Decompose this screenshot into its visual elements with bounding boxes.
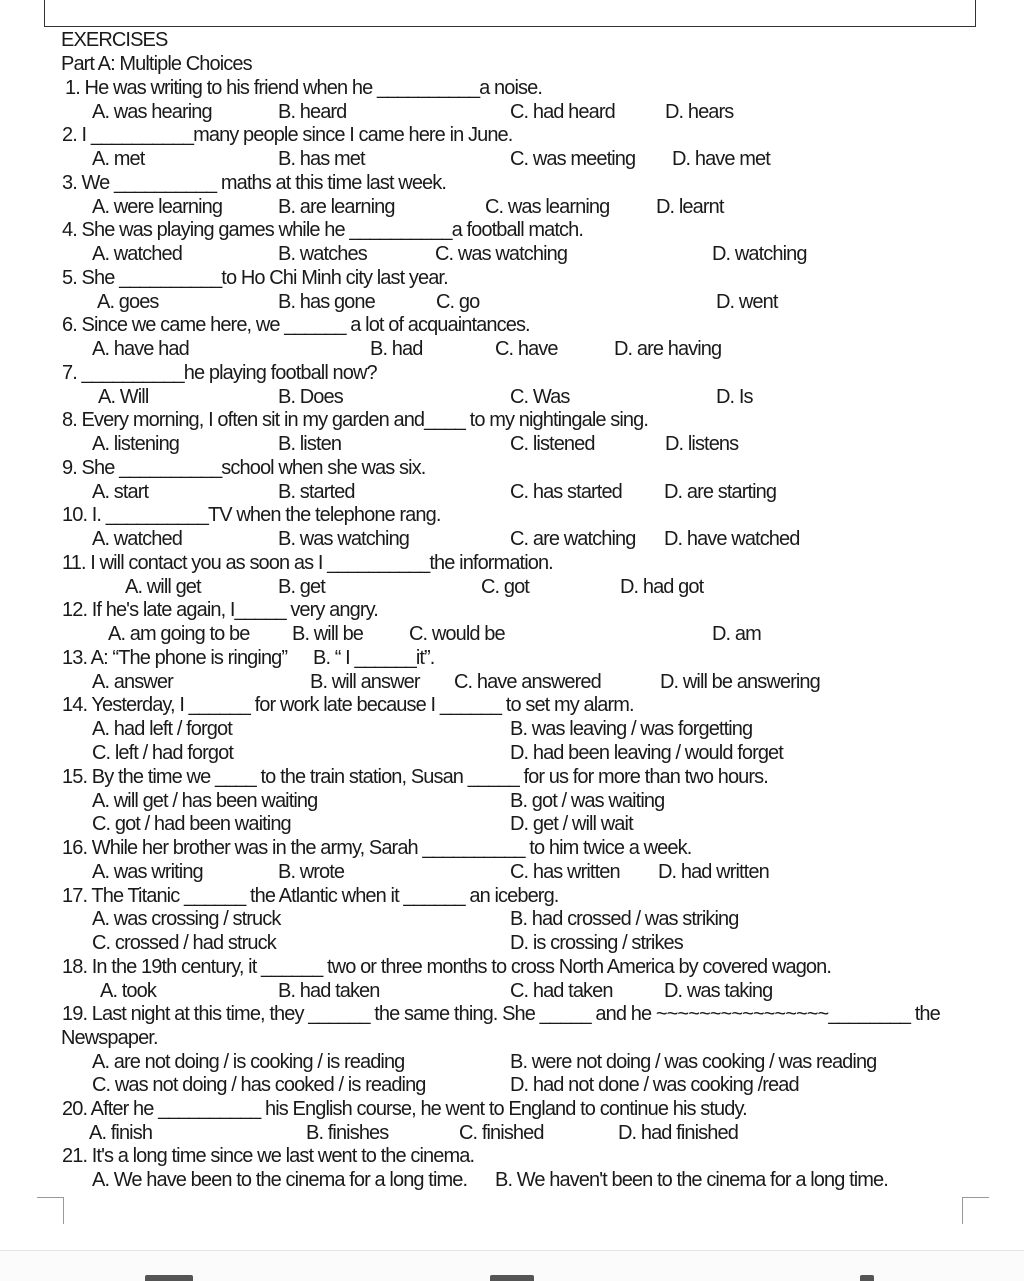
answer-option: D. listens — [665, 433, 739, 455]
answer-option: C. was watching — [435, 243, 568, 265]
answer-option: D. are having — [614, 338, 722, 360]
answer-option: C. has started — [510, 481, 622, 503]
answer-option: D. is crossing / strikes — [510, 932, 683, 954]
answer-option: C. has written — [510, 861, 620, 883]
viewer-bottom-bar — [0, 1250, 1024, 1281]
answer-option: C. was not doing / has cooked / is reading — [92, 1074, 426, 1096]
answer-option: B. got / was waiting — [510, 790, 665, 812]
answer-option: C. crossed / had struck — [92, 932, 276, 954]
answer-option: D. will be answering — [660, 671, 820, 693]
answer-option: A. was writing — [92, 861, 203, 883]
answer-option: D. had not done / was cooking /read — [510, 1074, 799, 1096]
answer-option: C. would be — [409, 623, 505, 645]
question-text: 5. She __________to Ho Chi Minh city last year. — [62, 267, 448, 289]
answer-option: D. are starting — [664, 481, 777, 503]
question-text: 7. __________he playing football now? — [62, 362, 377, 384]
answer-option: B. get — [278, 576, 325, 598]
answer-option: B. had — [370, 338, 423, 360]
answer-option: A. was crossing / struck — [92, 908, 281, 930]
answer-option: B. We haven't been to the cinema for a long time. — [495, 1169, 888, 1191]
answer-option: D. was taking — [664, 980, 773, 1002]
answer-option: A. start — [92, 481, 149, 503]
answer-option: D. am — [712, 623, 761, 645]
answer-option: A. will get / has been waiting — [92, 790, 318, 812]
question-text-part: B. “ I ______it”. — [313, 647, 435, 669]
question-text: 9. She __________school when she was six. — [62, 457, 426, 479]
question-text: 19. Last night at this time, they ______ the same thing. She _____ and he ~~~~~~~~~~~~~~~~________ the — [62, 1003, 940, 1025]
question-text: 2. I __________many people since I came here in June. — [62, 124, 513, 146]
exercises-heading: EXERCISES — [61, 29, 168, 51]
question-text: 4. She was playing games while he __________a football match. — [62, 219, 584, 241]
answer-option: A. answer — [92, 671, 173, 693]
answer-option: A. finish — [89, 1122, 153, 1144]
answer-option: B. listen — [278, 433, 342, 455]
answer-option: C. was meeting — [510, 148, 636, 170]
answer-option: C. had heard — [510, 101, 615, 123]
question-text: 16. While her brother was in the army, Sarah __________ to him twice a week. — [62, 837, 692, 859]
question-text: 14. Yesterday, I ______ for work late because I ______ to set my alarm. — [62, 694, 634, 716]
question-text: 15. By the time we ____ to the train station, Susan _____ for us for more than two hours. — [62, 766, 768, 788]
answer-option: C. go — [436, 291, 480, 313]
answer-option: C. have answered — [454, 671, 601, 693]
answer-option: A. had left / forgot — [92, 718, 232, 740]
answer-option: A. are not doing / is cooking / is reading — [92, 1051, 405, 1073]
answer-option: B. heard — [278, 101, 347, 123]
question-text: 10. I. __________TV when the telephone rang. — [62, 504, 441, 526]
question-text: 6. Since we came here, we ______ a lot of acquaintances. — [62, 314, 530, 336]
answer-option: C. finished — [459, 1122, 544, 1144]
answer-option: C. got — [481, 576, 529, 598]
answer-option: A. watched — [92, 243, 182, 265]
answer-option: B. wrote — [278, 861, 345, 883]
question-text: 8. Every morning, I often sit in my garden and____ to my nightingale sing. — [62, 409, 648, 431]
answer-option: A. watched — [92, 528, 182, 550]
answer-option: C. listened — [510, 433, 595, 455]
question-text: 13. A: “The phone is ringing” — [62, 647, 288, 669]
answer-option: B. has met — [278, 148, 365, 170]
answer-option: A. have had — [92, 338, 189, 360]
answer-option: C. are watching — [510, 528, 636, 550]
answer-option: B. has gone — [278, 291, 375, 313]
answer-option: D. watching — [712, 243, 807, 265]
answer-option: D. have watched — [664, 528, 800, 550]
question-text: 18. In the 19th century, it ______ two or three months to cross North America by covered wagon. — [62, 956, 832, 978]
question-text: 12. If he's late again, I_____ very angry. — [62, 599, 378, 621]
previous-table-box — [44, 0, 976, 27]
answer-option: B. was watching — [278, 528, 410, 550]
answer-option: C. had taken — [510, 980, 613, 1002]
question-text: 17. The Titanic ______ the Atlantic when it ______ an iceberg. — [62, 885, 559, 907]
answer-option: B. had taken — [278, 980, 380, 1002]
answer-option: D. had been leaving / would forget — [510, 742, 783, 764]
answer-option: D. get / will wait — [510, 813, 633, 835]
answer-option: C. have — [495, 338, 558, 360]
answer-option: A. goes — [97, 291, 159, 313]
answer-option: A. We have been to the cinema for a long time. — [92, 1169, 468, 1191]
home-icon[interactable] — [490, 1275, 534, 1281]
answer-option: A. will get — [125, 576, 201, 598]
answer-option: B. were not doing / was cooking / was reading — [510, 1051, 877, 1073]
answer-option: B. started — [278, 481, 355, 503]
answer-option: A. were learning — [92, 196, 223, 218]
answer-option: A. was hearing — [92, 101, 212, 123]
question-text: 3. We __________ maths at this time last week. — [62, 172, 447, 194]
question-text: Newspaper. — [61, 1027, 158, 1049]
back-icon[interactable] — [860, 1275, 874, 1281]
answer-option: D. have met — [672, 148, 770, 170]
answer-option: B. finishes — [306, 1122, 389, 1144]
answer-option: B. watches — [278, 243, 367, 265]
answer-option: B. Does — [278, 386, 343, 408]
answer-option: C. left / had forgot — [92, 742, 233, 764]
question-text: 20. After he __________ his English course, he went to England to continue his study. — [62, 1098, 747, 1120]
answer-option: D. had got — [620, 576, 704, 598]
answer-option: A. met — [92, 148, 145, 170]
answer-option: A. took — [100, 980, 156, 1002]
answer-option: B. was leaving / was forgetting — [510, 718, 753, 740]
part-heading: Part A: Multiple Choices — [61, 53, 252, 75]
grid-icon[interactable] — [145, 1275, 193, 1281]
answer-option: D. Is — [716, 386, 753, 408]
answer-option: D. learnt — [656, 196, 724, 218]
answer-option: B. will answer — [310, 671, 420, 693]
answer-option: A. am going to be — [108, 623, 250, 645]
question-text: 21. It's a long time since we last went to the cinema. — [62, 1145, 475, 1167]
answer-option: C. was learning — [485, 196, 610, 218]
answer-option: B. will be — [292, 623, 364, 645]
page-corner-left — [37, 1197, 64, 1224]
page-corner-right — [962, 1197, 989, 1224]
answer-option: A. listening — [92, 433, 180, 455]
question-text: 11. I will contact you as soon as I __________the information. — [62, 552, 553, 574]
answer-option: D. had written — [658, 861, 769, 883]
answer-option: C. Was — [510, 386, 570, 408]
answer-option: B. are learning — [278, 196, 395, 218]
answer-option: D. had finished — [618, 1122, 738, 1144]
answer-option: A. Will — [98, 386, 149, 408]
answer-option: B. had crossed / was striking — [510, 908, 739, 930]
answer-option: D. went — [716, 291, 778, 313]
answer-option: D. hears — [665, 101, 734, 123]
answer-option: C. got / had been waiting — [92, 813, 291, 835]
question-text: 1. He was writing to his friend when he __________a noise. — [65, 77, 543, 99]
